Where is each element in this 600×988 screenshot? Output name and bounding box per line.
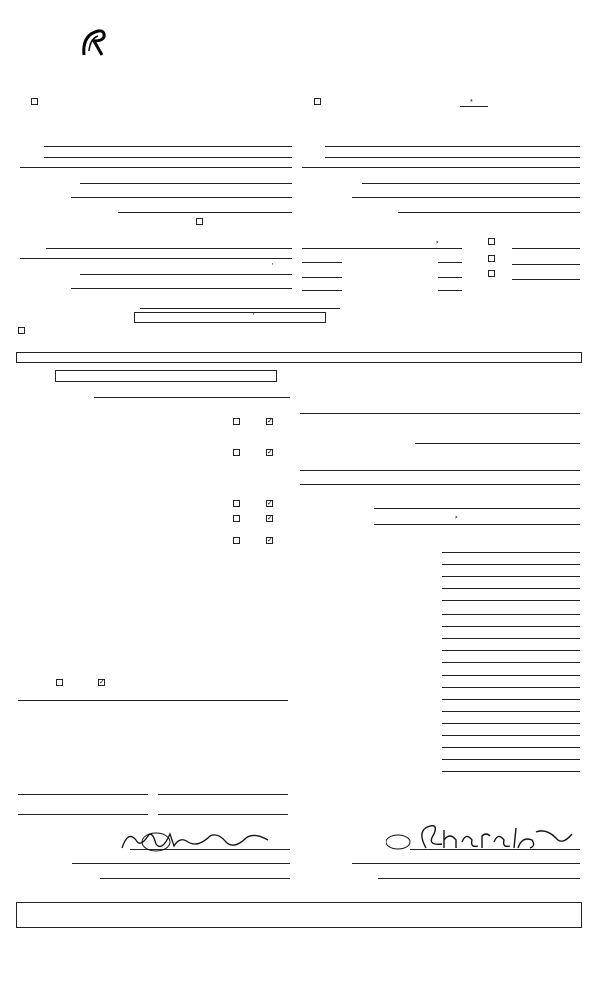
tax-line-total-state: [442, 675, 580, 676]
s6-q2-no-checkbox[interactable]: ✓: [267, 515, 273, 522]
parcel-row2-line-b: [438, 262, 462, 263]
q1-yes-checkbox[interactable]: [233, 418, 240, 425]
revenue-logo-icon: [80, 27, 106, 61]
property-street-line: [140, 308, 340, 309]
grantee-date-line: [378, 878, 580, 879]
multi-location-checkbox[interactable]: [31, 98, 38, 105]
tax-line-r4: [442, 650, 580, 651]
parcel-row3-line-b: [438, 277, 462, 278]
tax-line-gross: [442, 552, 580, 553]
seller-name-underline1: [44, 146, 292, 147]
reason-line-1: [300, 470, 580, 471]
tax-line-local: [442, 687, 580, 688]
partial-percent-star: *: [470, 97, 473, 106]
seller-blank-line: [20, 167, 292, 168]
grantee-signature-icon: [386, 818, 582, 854]
grantor-name-line: [72, 863, 290, 864]
parcel-row1-line: [302, 248, 462, 249]
owner1-sig-line: [18, 794, 148, 795]
tax-line-total-due: [442, 771, 580, 772]
parcel-row2-personal-checkbox[interactable]: [488, 255, 495, 262]
wac-line: [415, 443, 580, 444]
corr-blank-line: [20, 258, 292, 259]
county-select[interactable]: [134, 312, 326, 323]
tax-line-subtotal: [442, 735, 580, 736]
buyer-name-underline1: [325, 146, 580, 147]
partial-percent-line: [460, 106, 488, 107]
seller-phone-line: [118, 212, 292, 213]
s6-q2-yes-checkbox[interactable]: [233, 515, 240, 522]
corr-city-line: [71, 288, 292, 289]
seller-city-line: [71, 197, 292, 198]
parcel-row4-line-b: [438, 290, 462, 291]
parcel-row2-line-a: [302, 262, 342, 263]
s6-q3-yes-checkbox[interactable]: [233, 537, 240, 544]
tax-line-penalty: [442, 723, 580, 724]
deputy-sig-line: [18, 700, 288, 701]
tax-line-r2: [442, 626, 580, 627]
parcel-row1-value-line: [512, 248, 580, 249]
parcel-row2-value-line: [512, 264, 580, 265]
parcel-row3-personal-checkbox[interactable]: [488, 270, 495, 277]
tax-line-exemption: [442, 576, 580, 577]
county-select-mark: ′: [253, 313, 255, 320]
q2-yes-checkbox[interactable]: [233, 449, 240, 456]
parcel-row4-line-a: [302, 290, 342, 291]
s6-q1-yes-checkbox[interactable]: [233, 500, 240, 507]
doc-date-mark: ⸗: [455, 512, 458, 521]
tax-line-r1: [442, 614, 580, 615]
q2-no-checkbox[interactable]: ✓: [267, 449, 273, 456]
tax-line-excise: [442, 600, 580, 601]
segregation-checkbox[interactable]: [18, 327, 25, 334]
section7-line-a: [300, 413, 580, 414]
partial-sale-checkbox[interactable]: [314, 98, 321, 105]
buyer-address-line: [362, 183, 580, 184]
reason-line-2: [300, 484, 580, 485]
tax-line-aff-fee: [442, 759, 580, 760]
accessibility-box: [16, 902, 582, 928]
corr-address-mark: ′: [272, 263, 274, 270]
tax-line-personal: [442, 564, 580, 565]
tax-line-r3: [442, 638, 580, 639]
buyer-phone-line: [398, 212, 580, 213]
q1-no-checkbox[interactable]: ✓: [267, 418, 273, 425]
tax-line-taxable: [442, 588, 580, 589]
buyer-city-line: [352, 197, 580, 198]
land-does-not-checkbox[interactable]: ✓: [99, 679, 105, 686]
grantor-signature-icon: [118, 826, 278, 856]
parcel-row3-line-a: [302, 277, 342, 278]
corr-address-line: [80, 274, 292, 275]
grantee-name-line: [352, 863, 580, 864]
seller-address-line: [80, 183, 292, 184]
land-does-checkbox[interactable]: [56, 679, 63, 686]
tax-line-r5: [442, 662, 580, 663]
doc-date-line: [374, 524, 580, 525]
owner2-print-line: [158, 814, 288, 815]
buyer-name-underline2: [325, 157, 580, 158]
parcel-row1-mark: ⸗: [436, 237, 439, 246]
legal-description-box[interactable]: [16, 352, 582, 363]
s6-q1-no-checkbox[interactable]: ✓: [267, 500, 273, 507]
parcel-row1-personal-checkbox[interactable]: [488, 238, 495, 245]
seller-name-underline2: [44, 157, 292, 158]
grantor-date-line: [100, 878, 290, 879]
same-as-buyer-checkbox[interactable]: [196, 218, 203, 225]
owner2-sig-line: [158, 794, 288, 795]
tax-line-tech-fee: [442, 747, 580, 748]
parcel-row3-value-line: [512, 279, 580, 280]
s6-q3-no-checkbox[interactable]: ✓: [267, 537, 273, 544]
corr-name-line: [46, 248, 292, 249]
doc-type-line: [374, 508, 580, 509]
owner1-print-line: [18, 814, 148, 815]
tax-line-local2: [442, 711, 580, 712]
additional-codes-line: [94, 397, 290, 398]
use-code-select[interactable]: [55, 370, 277, 382]
buyer-blank-line: [302, 167, 580, 168]
tax-line-interest: [442, 699, 580, 700]
